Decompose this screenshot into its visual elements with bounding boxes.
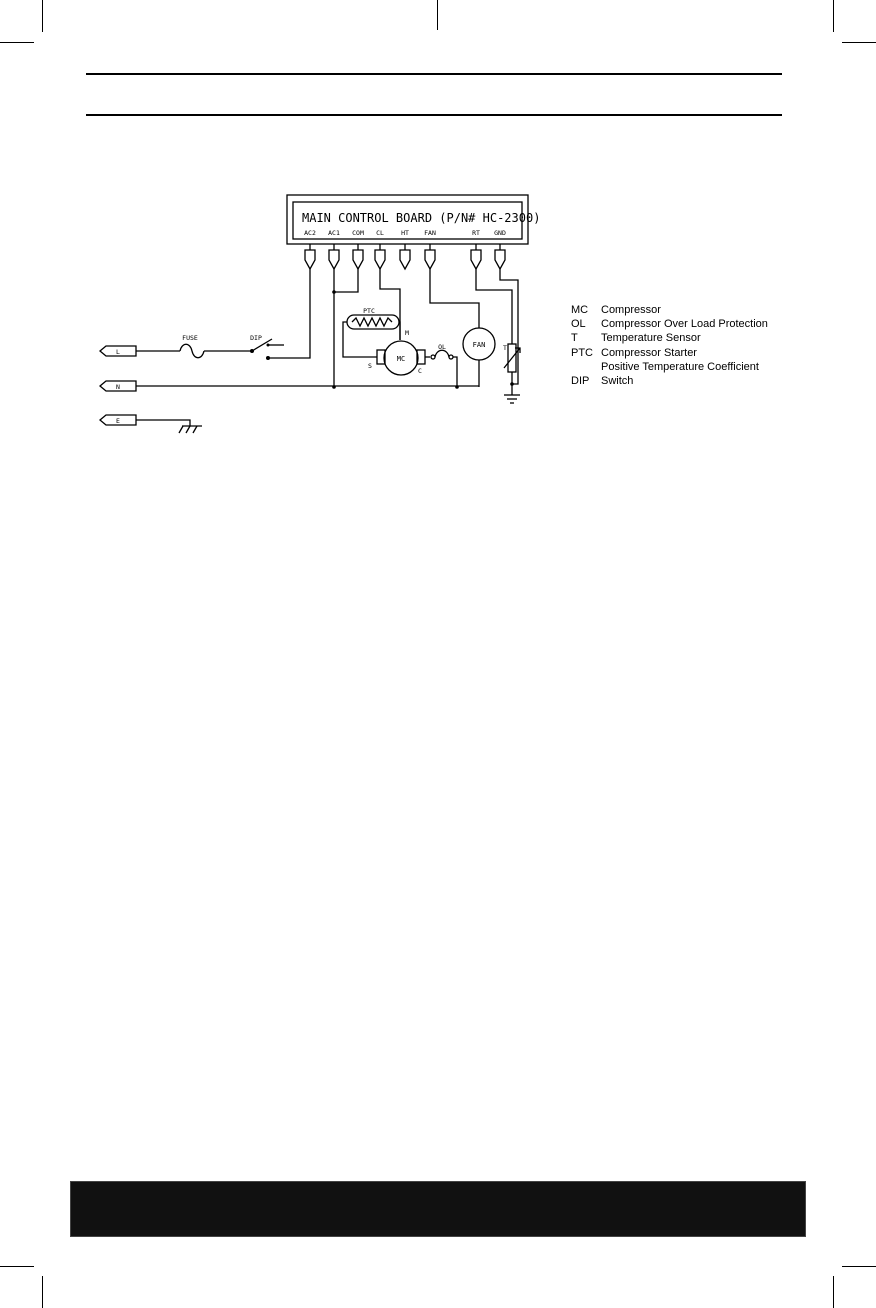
legend-abbr — [571, 360, 601, 374]
ol-symbol — [435, 350, 449, 357]
terminal-com: COM — [352, 229, 364, 237]
legend-abbr: DIP — [571, 375, 590, 388]
terminal-ac2: AC2 — [304, 229, 316, 237]
crop-mark-bottom-left-h — [0, 1266, 34, 1267]
common-pin-label: C — [418, 367, 422, 375]
legend-desc: Positive Temperature Coefficient — [601, 360, 759, 373]
terminal-ht: HT — [401, 229, 409, 237]
legend-row — [571, 303, 768, 317]
terminal-gnd: GND — [494, 229, 506, 237]
terminal-fan: FAN — [424, 229, 436, 237]
legend-desc: Temperature Sensor — [601, 332, 701, 345]
board-title: MAIN CONTROL BOARD (P/N# HC-2300) — [302, 211, 541, 225]
legend-row — [571, 374, 768, 388]
terminal-ac1: AC1 — [328, 229, 340, 237]
fan-label: FAN — [472, 341, 486, 349]
wiring-diagram — [0, 0, 876, 460]
terminal-connectors — [305, 250, 505, 269]
dip-label: DIP — [250, 334, 262, 342]
crop-mark-bottom-left — [42, 1276, 43, 1308]
legend-row — [571, 317, 768, 331]
legend-abbr: MC — [571, 304, 589, 316]
terminal-cl: CL — [376, 229, 384, 237]
legend-row — [571, 346, 768, 360]
legend-desc: Compressor Over Load Protection — [601, 318, 768, 331]
legend-desc: Switch — [601, 375, 634, 388]
crop-mark-bottom-right — [833, 1276, 834, 1308]
legend-abbr: OL — [571, 318, 586, 331]
legend-row — [571, 331, 768, 345]
crop-mark-bottom-right-h — [842, 1266, 876, 1267]
legend-abbr: PTC — [571, 346, 593, 359]
ptc-pin-label: M — [405, 329, 409, 337]
footer-bar — [70, 1181, 806, 1237]
earth-label: E — [116, 417, 120, 425]
sensor-label: T — [503, 344, 507, 352]
compressor-label: MC — [396, 355, 406, 363]
ol-label: OL — [438, 343, 446, 351]
terminal-rt: RT — [472, 229, 480, 237]
ptc-label: PTC — [363, 307, 375, 315]
legend — [571, 303, 768, 388]
legend-row — [571, 360, 768, 374]
legend-desc: Compressor Starter — [601, 346, 697, 359]
legend-abbr: T — [571, 332, 578, 345]
fuse-label: FUSE — [182, 334, 198, 342]
legend-desc: Compressor — [601, 304, 661, 316]
fuse-symbol — [180, 344, 204, 358]
line-label: L — [116, 348, 120, 356]
neutral-label: N — [116, 383, 120, 391]
start-pin-label: S — [368, 362, 372, 370]
